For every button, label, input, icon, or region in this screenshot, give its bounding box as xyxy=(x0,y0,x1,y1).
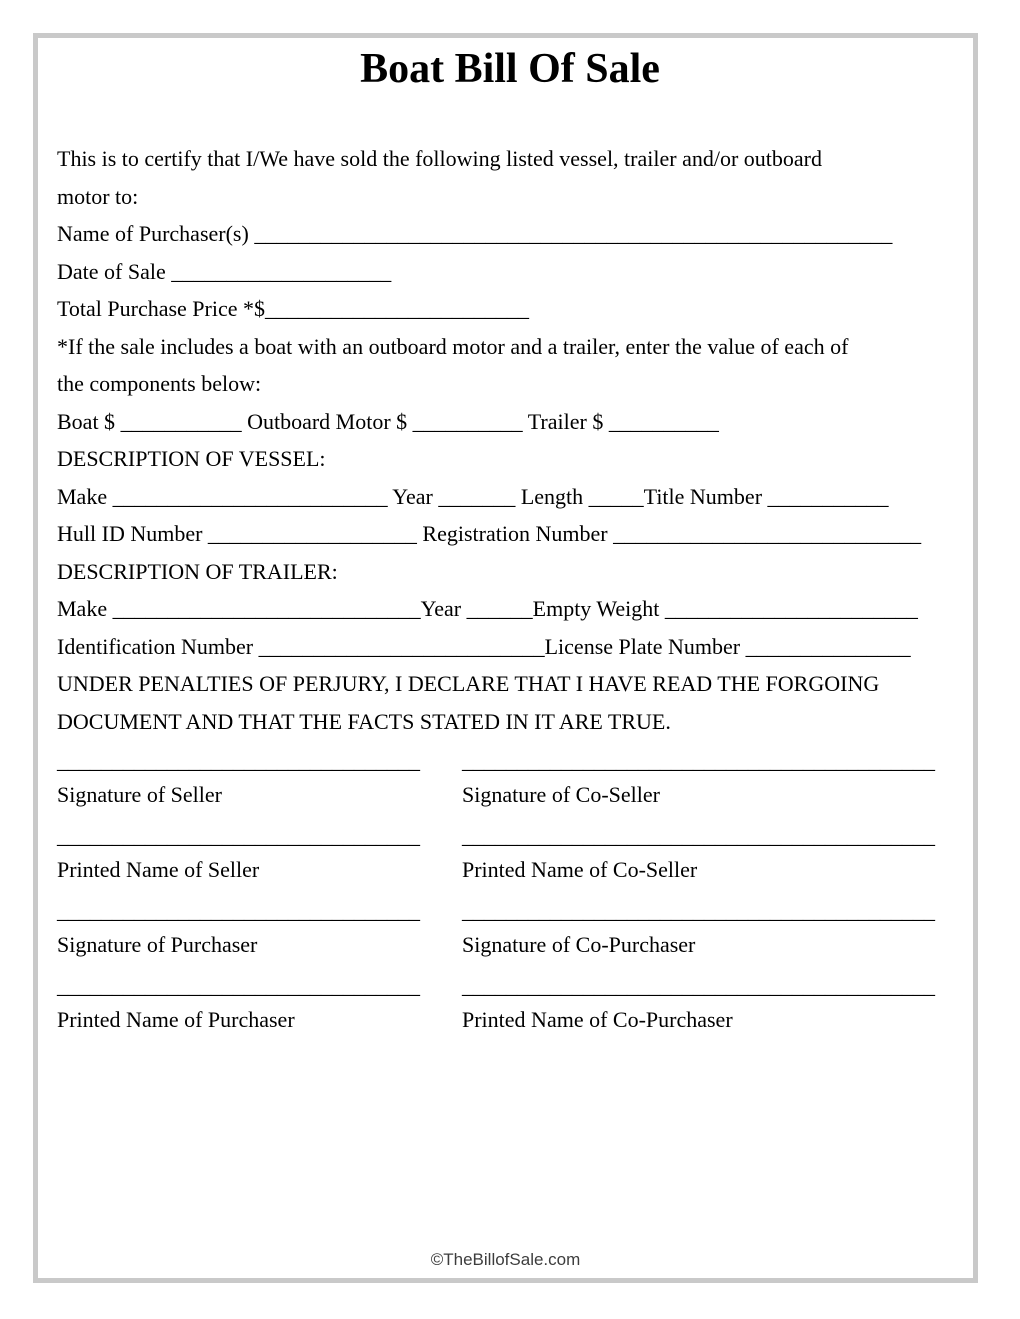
printed-name-of-co-seller-blank[interactable]: ___________________________________________ xyxy=(462,823,935,848)
printed-name-of-purchaser-blank[interactable]: _________________________________ xyxy=(57,973,420,998)
trailer-make-blank[interactable]: ____________________________ xyxy=(112,596,421,621)
intro-line-1: This is to certify that I/We have sold the following listed vessel, trailer and/or outboard xyxy=(57,146,822,171)
trailer-value-blank[interactable]: __________ xyxy=(608,408,719,434)
registration-number-label: Registration Number xyxy=(422,521,608,546)
date-of-sale-label: Date of Sale xyxy=(57,258,166,284)
document-title: Boat Bill Of Sale xyxy=(360,46,660,92)
outboard-motor-value-blank[interactable]: __________ xyxy=(412,408,523,434)
vessel-make-label: Make xyxy=(57,483,108,509)
signature-of-co-seller-label: Signature of Co-Seller xyxy=(462,782,660,807)
empty-weight-blank[interactable]: _______________________ xyxy=(664,596,918,621)
trailer-year-label: Year xyxy=(420,596,462,621)
hull-id-number-blank[interactable]: ___________________ xyxy=(207,521,417,546)
total-purchase-price-label: Total Purchase Price *$ xyxy=(57,296,266,321)
signature-of-seller-blank[interactable]: _________________________________ xyxy=(57,748,420,773)
vessel-make-blank[interactable]: _________________________ xyxy=(112,483,388,509)
boat-value-blank[interactable]: ___________ xyxy=(120,408,242,434)
trailer-year-blank[interactable]: ______ xyxy=(466,596,533,621)
signature-of-seller-label: Signature of Seller xyxy=(57,782,222,807)
vessel-length-label: Length xyxy=(520,483,584,509)
vessel-make-row xyxy=(57,478,963,516)
printed-name-of-co-purchaser-blank[interactable]: ___________________________________________ xyxy=(462,973,935,998)
signature-of-co-seller-blank[interactable]: ___________________________________________ xyxy=(462,748,935,773)
footer-watermark: ©TheBillofSale.com xyxy=(430,1250,581,1269)
purchaser-name-row xyxy=(57,215,963,253)
date-of-sale-row xyxy=(57,253,963,291)
registration-number-blank[interactable]: ____________________________ xyxy=(613,521,922,546)
boat-value-label: Boat $ xyxy=(57,408,116,434)
purchaser-name-label: Name of Purchaser(s) xyxy=(57,221,249,246)
empty-weight-label: Empty Weight xyxy=(532,596,660,621)
vessel-id-row xyxy=(57,515,963,553)
trailer-section-heading: DESCRIPTION OF TRAILER: xyxy=(57,558,338,584)
printed-name-of-purchaser-label: Printed Name of Purchaser xyxy=(57,1007,295,1032)
identification-number-label: Identification Number xyxy=(57,633,254,659)
license-plate-number-blank[interactable]: _______________ xyxy=(745,633,911,659)
signature-of-co-purchaser-label: Signature of Co-Purchaser xyxy=(462,932,696,957)
identification-number-blank[interactable]: __________________________ xyxy=(258,633,545,659)
printed-name-of-seller-label: Printed Name of Seller xyxy=(57,857,260,882)
signature-of-seller-cell xyxy=(57,747,462,809)
vessel-section-heading: DESCRIPTION OF VESSEL: xyxy=(57,446,326,471)
vessel-title-number-blank[interactable]: ___________ xyxy=(767,483,889,509)
note-line-1: *If the sale includes a boat with an outboard motor and a trailer, enter the value of each of xyxy=(57,333,849,359)
component-values-row xyxy=(57,403,963,441)
trailer-make-row xyxy=(57,590,963,628)
vessel-length-blank[interactable]: _____ xyxy=(588,483,644,509)
signature-of-co-seller-cell xyxy=(462,747,963,809)
trailer-make-label: Make xyxy=(57,596,108,621)
printed-name-of-seller-blank[interactable]: _________________________________ xyxy=(57,823,420,848)
signature-of-purchaser-label: Signature of Purchaser xyxy=(57,932,258,957)
license-plate-number-label: License Plate Number xyxy=(544,633,741,659)
intro-line-2: motor to: xyxy=(57,183,139,209)
trailer-value-label: Trailer $ xyxy=(527,408,604,434)
printed-name-of-co-purchaser-label: Printed Name of Co-Purchaser xyxy=(462,1007,733,1032)
printed-name-of-purchaser-cell xyxy=(57,972,462,1034)
purchaser-name-blank[interactable]: __________________________________________________________ xyxy=(254,221,893,246)
vessel-title-number-label: Title Number xyxy=(643,483,763,509)
total-purchase-price-blank[interactable]: ________________________ xyxy=(265,296,530,321)
printed-name-of-co-purchaser-cell xyxy=(462,972,963,1034)
date-of-sale-blank[interactable]: ____________________ xyxy=(171,258,392,284)
note-line-2: the components below: xyxy=(57,371,262,396)
declaration-line-1: UNDER PENALTIES OF PERJURY, I DECLARE THAT I HAVE READ THE FORGOING xyxy=(57,671,880,696)
total-purchase-price-row xyxy=(57,290,963,328)
trailer-id-row xyxy=(57,628,963,666)
signature-of-co-purchaser-blank[interactable]: ___________________________________________ xyxy=(462,898,935,923)
signature-section xyxy=(57,747,963,1047)
document-body xyxy=(57,140,963,740)
signature-of-purchaser-blank[interactable]: _________________________________ xyxy=(57,898,420,923)
signature-of-co-purchaser-cell xyxy=(462,897,963,959)
declaration-line-2: DOCUMENT AND THAT THE FACTS STATED IN IT ARE TRUE. xyxy=(57,708,671,734)
vessel-year-label: Year xyxy=(392,483,433,509)
printed-name-of-co-seller-cell xyxy=(462,822,963,884)
signature-of-purchaser-cell xyxy=(57,897,462,959)
hull-id-number-label: Hull ID Number xyxy=(57,521,203,546)
vessel-year-blank[interactable]: _______ xyxy=(438,483,516,509)
printed-name-of-seller-cell xyxy=(57,822,462,884)
printed-name-of-co-seller-label: Printed Name of Co-Seller xyxy=(462,857,698,882)
document-page xyxy=(33,33,978,1283)
outboard-motor-value-label: Outboard Motor $ xyxy=(247,408,408,434)
